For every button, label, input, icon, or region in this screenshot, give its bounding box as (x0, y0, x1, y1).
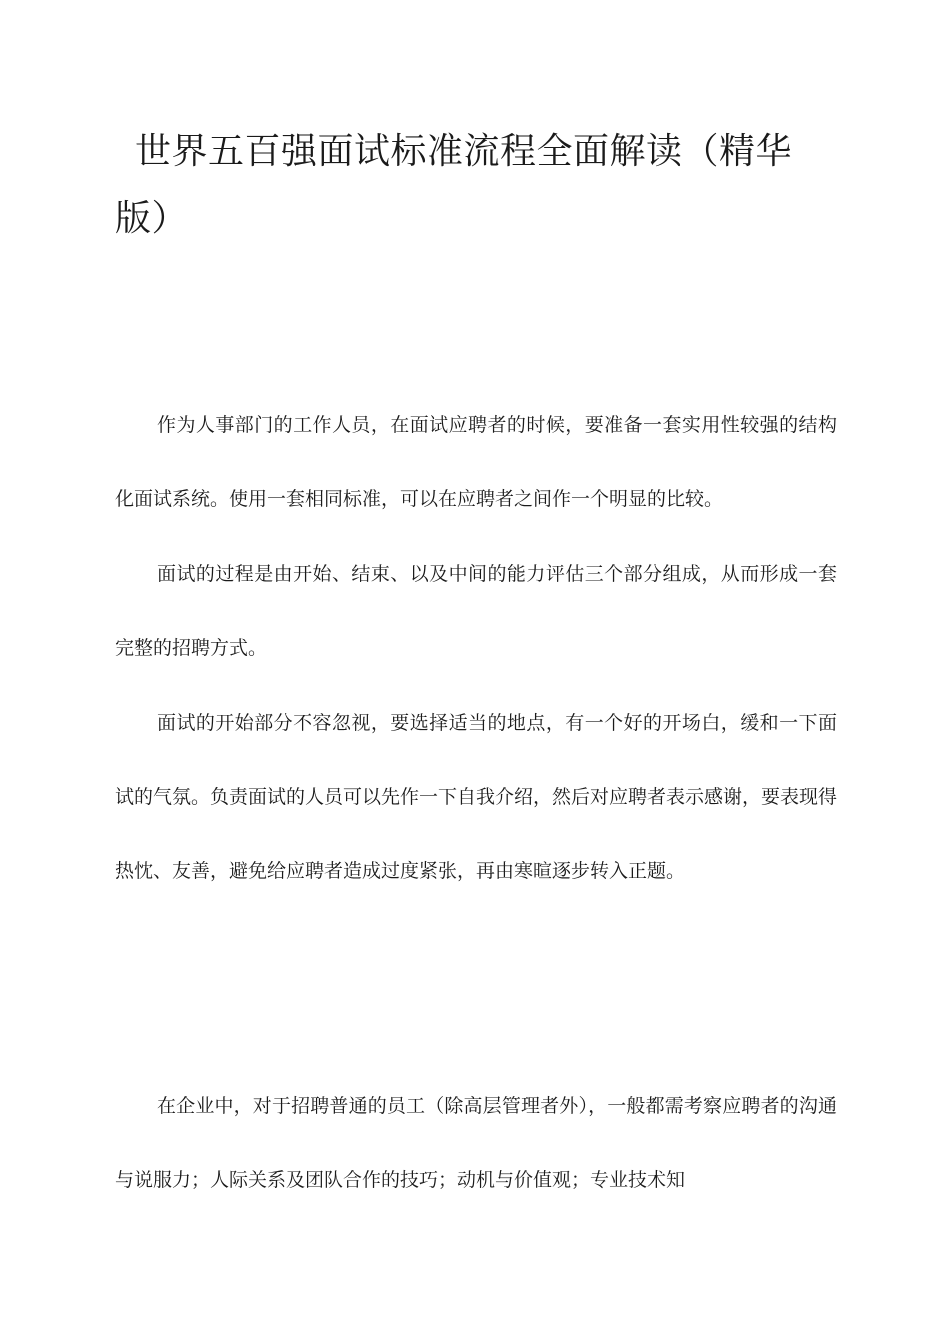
document-title: 世界五百强面试标准流程全面解读（精华版） (115, 131, 793, 239)
paragraph-process: 面试的过程是由开始、结束、以及中间的能力评估三个部分组成，从而形成一套完整的招聘方式。 (115, 563, 837, 659)
paragraph-assessment: 在企业中，对于招聘普通的员工（除高层管理者外），一般都需考察应聘者的沟通与说服力；人际关系及团队合作的技巧；动机与价值观；专业技术知 (115, 1095, 837, 1191)
paragraph-opening: 面试的开始部分不容忽视，要选择适当的地点，有一个好的开场白，缓和一下面试的气氛。负责面试的人员可以先作一下自我介绍，然后对应聘者表示感谢，要表现得热忱、友善，避免给应聘者造成过度紧张，再由寒暄逐步转入正题。 (115, 712, 838, 882)
paragraph-intro: 作为人事部门的工作人员，在面试应聘者的时候，要准备一套实用性较强的结构化面试系统。使用一套相同标准，可以在应聘者之间作一个明显的比较。 (115, 414, 837, 510)
